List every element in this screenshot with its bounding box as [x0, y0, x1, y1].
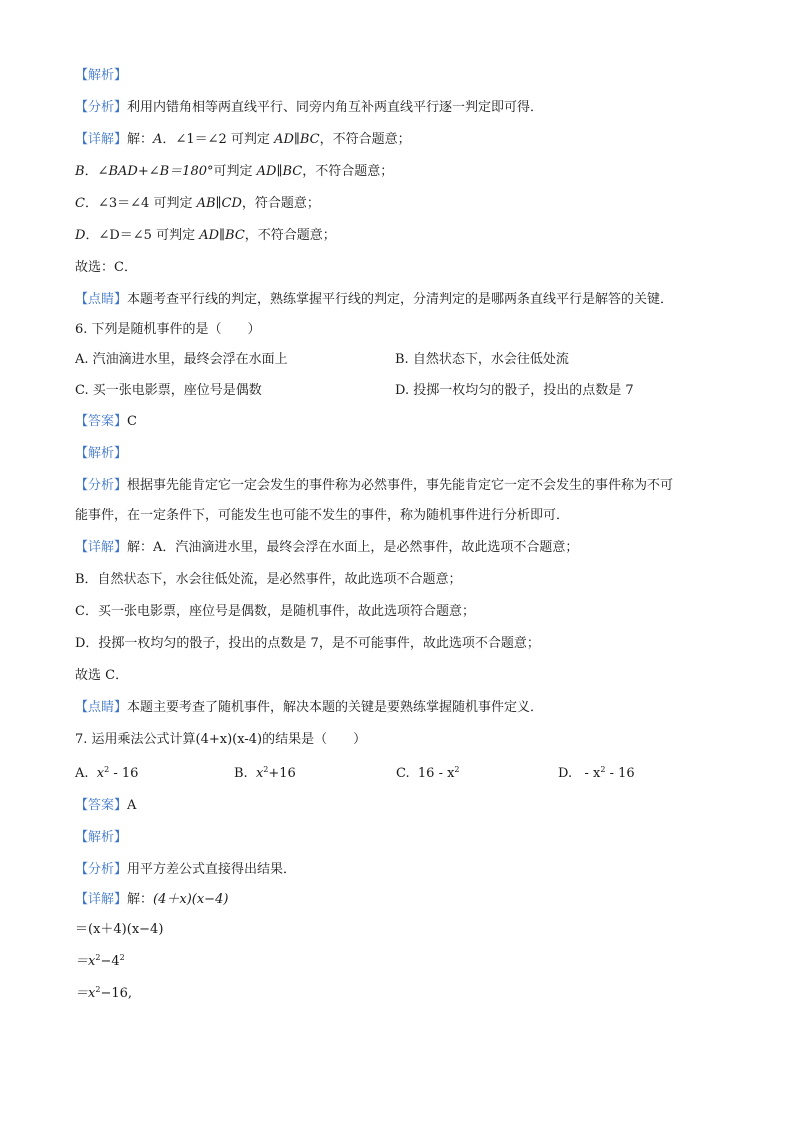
q7-fenxi-text: 用平方差公式直接得出结果．	[127, 862, 297, 877]
q6-xiangjie-text: 解：A．汽油滴进水里，最终会浮在水面上，是必然事件，故此选项不合题意；	[127, 540, 579, 555]
q5-c-mid: 可判定	[153, 196, 193, 211]
q7-option-a-exp: 2	[104, 765, 110, 774]
q5-dianjing	[75, 292, 673, 308]
q5-choice: 故选：C．	[75, 260, 137, 275]
q5-line-d: D．∠D＝∠5 可判定 AD∥BC，不符合题意；	[75, 228, 336, 243]
q7-option-b-var: x	[255, 766, 264, 781]
q7-option-d-exp: 2	[600, 765, 606, 774]
q7-xiangjie: 【详解】解：(4＋x)(x−4)	[75, 892, 229, 907]
q6-analysis-header	[75, 446, 127, 462]
analysis-tag: 【解析】	[75, 68, 128, 83]
q5-line-b: B．∠BAD+∠B＝180°可判定 AD∥BC，不符合题意；	[75, 164, 394, 179]
q7-analysis-header	[75, 830, 127, 846]
q5-line-c: C．∠3＝∠4 可判定 AB∥CD，符合题意；	[75, 196, 320, 211]
q7-option-d-expr: - x	[580, 766, 601, 781]
q7-option-b-post: +16	[268, 766, 296, 781]
q5-a-tail: ，不符合题意；	[319, 132, 411, 147]
q5-d-label: D	[75, 228, 86, 243]
q5-c-tail: ，符合题意；	[241, 196, 320, 211]
q7-option-a-post: - 16	[109, 766, 139, 781]
q7-option-c	[396, 766, 460, 782]
q5-d-tail: ，不符合题意；	[244, 228, 336, 243]
q6-line-b: B．自然状态下，水会往低处流，是必然事件，故此选项不合题意；	[75, 572, 462, 587]
q7-stem: 7. 运用乘法公式计算(4+x)(x-4)的结果是（ ）	[75, 732, 367, 747]
q5-a-expr: ∠1＝∠2	[175, 132, 227, 147]
q6-dianjing	[75, 700, 543, 716]
q7-step2	[75, 954, 125, 970]
q6-line-d: D．投掷一枚均匀的骰子，投出的点数是 7，是不可能事件，故此选项不合题意；	[75, 636, 540, 651]
q7-option-d-label: D.	[558, 766, 573, 781]
answer-tag: 【答案】	[75, 414, 128, 429]
q7-step3	[75, 986, 132, 1002]
q5-b-expr: ∠BAD+∠B＝180°	[97, 164, 214, 179]
q6-option-a: A. 汽油滴进水里，最终会浮在水面上	[75, 352, 288, 367]
q6-xiangjie	[75, 540, 578, 556]
q5-a-mid: 可判定	[230, 132, 270, 147]
q6-dianjing-text: 本题主要考查了随机事件，解决本题的关键是要熟练掌握随机事件定义．	[127, 700, 544, 715]
q5-d-rel: AD∥BC	[199, 228, 245, 243]
analysis-tag: 【解析】	[75, 830, 128, 845]
q6-fenxi	[75, 478, 673, 494]
xiangjie-tag: 【详解】	[75, 132, 128, 147]
q6-fenxi-line1: 根据事先能肯定它一定会发生的事件称为必然事件，事先能肯定它一定不会发生的事件称为不可	[127, 478, 674, 493]
q7-answer-value: A	[127, 798, 137, 813]
xiangjie-tag: 【详解】	[75, 892, 128, 907]
q6-option-d: D. 投掷一枚均匀的骰子，投出的点数是 7	[395, 383, 634, 398]
q7-option-c-expr: 16 - x	[417, 766, 455, 781]
q5-d-expr: ∠D＝∠5	[98, 228, 152, 243]
q7-step2-mid: −4	[100, 954, 120, 969]
q5-fenxi	[75, 100, 543, 116]
q7-option-c-label: C.	[396, 766, 410, 781]
xiangjie-tag: 【详解】	[75, 540, 128, 555]
fenxi-tag: 【分析】	[75, 862, 128, 877]
q7-option-b-exp: 2	[263, 765, 269, 774]
q7-answer	[75, 798, 136, 814]
q5-b-rel: AD∥BC	[256, 164, 303, 179]
q7-step3-post: −16,	[100, 986, 133, 1001]
q5-xiangjie-prefix: 解：	[127, 132, 154, 147]
q5-analysis-header	[75, 68, 127, 84]
q5-xiangjie: 【详解】解：A．∠1＝∠2 可判定 AD∥BC，不符合题意；	[75, 132, 411, 147]
q5-a-label: A	[153, 132, 163, 147]
q7-option-a	[75, 766, 138, 782]
q6-option-b: B. 自然状态下，水会往低处流	[395, 352, 569, 367]
fenxi-tag: 【分析】	[75, 100, 128, 115]
q6-stem: 6. 下列是随机事件的是（ ）	[75, 322, 261, 337]
q6-answer	[75, 414, 137, 430]
q5-c-rel: AB∥CD	[196, 196, 242, 211]
q6-line-c: C．买一张电影票，座位号是偶数，是随机事件，故此选项符合题意；	[75, 604, 475, 619]
q7-step2-exp2: 2	[119, 953, 125, 962]
answer-tag: 【答案】	[75, 798, 128, 813]
q5-dianjing-text: 本题考查平行线的判定，熟练掌握平行线的判定，分清判定的是哪两条直线平行是解答的关键．	[127, 292, 674, 307]
q5-c-label: C	[75, 196, 85, 211]
q5-d-mid: 可判定	[156, 228, 196, 243]
q7-option-d-post: - 16	[605, 766, 635, 781]
q7-step1: ＝(x＋4)(x−4)	[75, 922, 164, 937]
q6-choice: 故选 C．	[75, 668, 129, 683]
q5-a-rel: AD∥BC	[274, 132, 320, 147]
q5-c-expr: ∠3＝∠4	[97, 196, 150, 211]
q7-option-b-label: B.	[234, 766, 248, 781]
q7-xiangjie-expr: (4＋x)(x−4)	[153, 892, 229, 907]
dianjing-tag: 【点睛】	[75, 700, 128, 715]
q7-option-d	[558, 766, 635, 782]
fenxi-tag: 【分析】	[75, 478, 128, 493]
q7-step3-pre: ＝x	[75, 986, 96, 1001]
q7-option-a-var: x	[96, 766, 105, 781]
q7-option-a-label: A.	[75, 766, 89, 781]
q5-b-tail: ，不符合题意；	[302, 164, 394, 179]
q7-fenxi	[75, 862, 296, 878]
q7-step2-pre: ＝x	[75, 954, 96, 969]
q7-option-c-exp: 2	[454, 765, 460, 774]
q5-b-label: B	[75, 164, 85, 179]
dianjing-tag: 【点睛】	[75, 292, 128, 307]
q5-fenxi-text: 利用内错角相等两直线平行、同旁内角互补两直线平行逐一判定即可得．	[127, 100, 544, 115]
q7-step2-exp1: 2	[95, 953, 101, 962]
q7-step3-exp: 2	[95, 985, 101, 994]
q6-fenxi-line2: 能事件，在一定条件下，可能发生也可能不发生的事件，称为随机事件进行分析即可．	[75, 508, 570, 523]
q7-option-b	[234, 766, 296, 782]
analysis-tag: 【解析】	[75, 446, 128, 461]
q6-answer-value: C	[127, 414, 137, 429]
q5-b-mid: 可判定	[213, 164, 253, 179]
q6-option-c: C. 买一张电影票，座位号是偶数	[75, 383, 262, 398]
